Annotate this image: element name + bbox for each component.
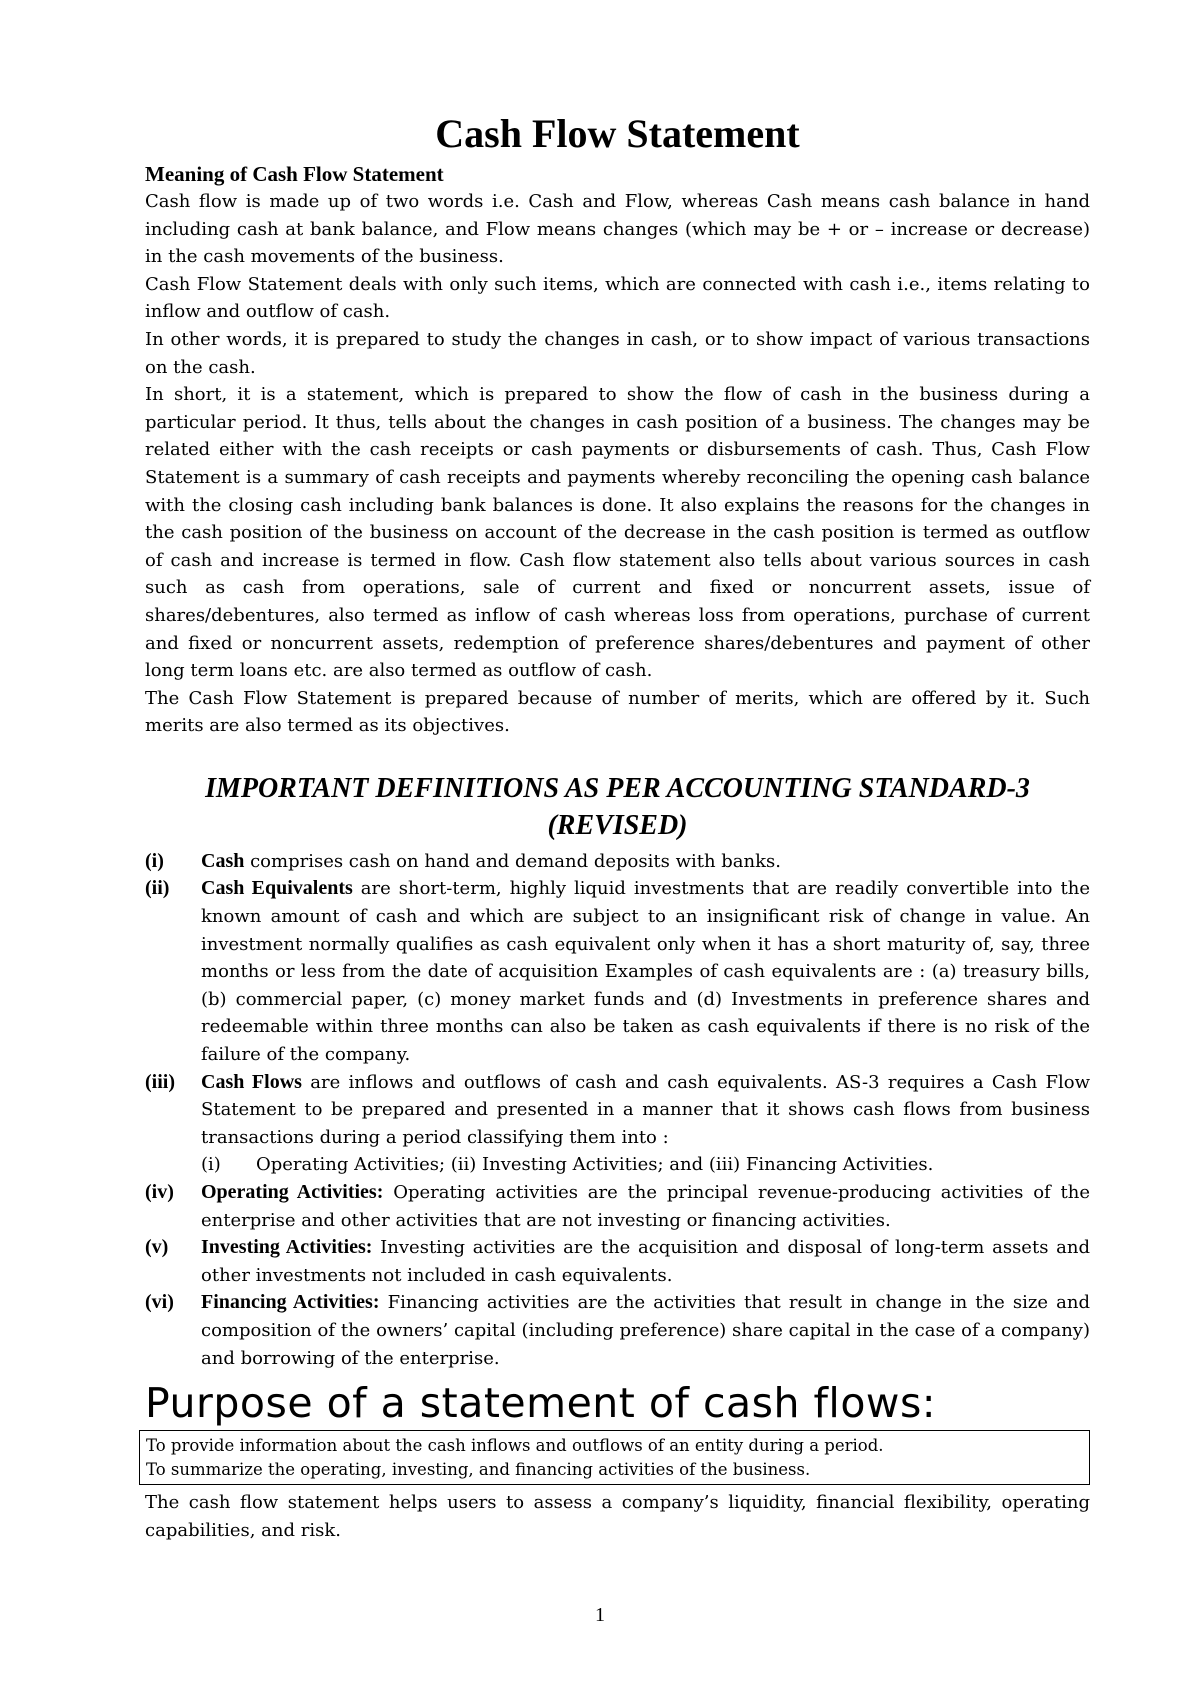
meaning-paragraph: In short, it is a statement, which is prepared to show the flow of cash in the business during a particular period. It thus, tells about the changes in cash position of a business. The changes may be related either with the cash receipts or cash payments or disbursements of cash. Thus, Cash Flow Statement is a summary of cash receipts and payments whereby reconciling the opening cash balance with the closing cash including bank balances is done. It also explains the reasons for the changes in the cash position of the business on account of the decrease in the cash position is termed as outflow of cash and increase is termed in flow. Cash flow statement also tells about various sources in cash such as cash from operations, sale of current and fixed or noncurrent assets, issue of shares/debentures, also termed as inflow of cash whereas loss from operations, purchase of current and fixed or noncurrent assets, redemption of preference shares/debentures and payment of other long term loans etc. are also termed as outflow of cash.	[145, 384, 1090, 682]
subitem-number: (i)	[201, 1154, 221, 1176]
definition-term: Cash	[201, 849, 245, 872]
definition-text: Financing activities are the activities that result in change in the size and composition of the owners’ capital (including preference) share capital in the case of a company) and borrowing of the enterprise.	[201, 1292, 1090, 1369]
definition-text: are short-term, highly liquid investments that are readily convertible into the known amount of cash and which are subject to an insignificant risk of change in value. An investment normally qualifies as cash equivalent only when it has a short maturity of, say, three months or less from the date of acquisition Examples of cash equivalents are : (a) treasury bills,(b) commercial paper, (c) money market funds and (d) Investments in preference shares and redeemable within three months can also be taken as cash equivalents if there is no risk of the failure of the company.	[201, 878, 1090, 1066]
meaning-paragraph: The Cash Flow Statement is prepared because of number of merits, which are offered by it. Such merits are also termed as its objectives.	[145, 687, 1090, 737]
definition-term: Cash Flows	[201, 1070, 302, 1093]
definition-item	[145, 1234, 1090, 1289]
meaning-paragraph: In other words, it is prepared to study the changes in cash, or to show impact of various transactions on the cash.	[145, 328, 1090, 378]
meaning-paragraph: Cash flow is made up of two words i.e. Cash and Flow, whereas Cash means cash balance in hand including cash at bank balance, and Flow means changes (which may be + or – increase or decrease) in the cash movements of the business.	[145, 191, 1090, 268]
definitions-heading: IMPORTANT DEFINITIONS AS PER ACCOUNTING STANDARD-3 (REVISED)	[205, 772, 1030, 841]
definitions-list	[145, 848, 1090, 1372]
definition-item	[145, 875, 1090, 1068]
definition-text: are inflows and outflows of cash and cash equivalents. AS-3 requires a Cash Flow Statement to be prepared and presented in a manner that it shows cash flows from business transactions during a period classifying them into :	[201, 1071, 1090, 1148]
subitem-text: Operating Activities; (ii) Investing Activities; and (iii) Financing Activities.	[256, 1154, 934, 1176]
definition-item	[145, 1069, 1090, 1179]
definition-text: Investing activities are the acquisition and disposal of long-term assets and other investments not included in cash equivalents.	[201, 1237, 1091, 1286]
definition-number: (vi)	[145, 1291, 174, 1314]
definition-item	[145, 1179, 1090, 1234]
page-number: 1	[595, 1604, 605, 1626]
definition-term: Cash Equivalents	[201, 877, 353, 900]
definition-text: comprises cash on hand and demand deposits with banks.	[244, 850, 782, 872]
definition-item	[145, 1289, 1090, 1372]
definition-text: Operating activities are the principal revenue-producing activities of the enterprise and other activities that are not investing or financing activities.	[201, 1182, 1090, 1231]
page-title: Cash Flow Statement	[435, 111, 800, 156]
meaning-heading: Meaning of Cash Flow Statement	[145, 162, 444, 186]
definition-subitem	[201, 1151, 1090, 1179]
definition-term: Investing Activities:	[201, 1236, 373, 1259]
definition-number: (iv)	[145, 1181, 174, 1203]
definition-number: (iii)	[145, 1070, 175, 1093]
purpose-box	[139, 1430, 1090, 1485]
meaning-paragraph: Cash Flow Statement deals with only such items, which are connected with cash i.e., items relating to inflow and outflow of cash.	[145, 273, 1090, 323]
definition-number: (i)	[145, 849, 164, 872]
definition-term: Operating Activities:	[201, 1181, 384, 1203]
purpose-box-line: To provide information about the cash inflows and outflows of an entity during a period.	[146, 1436, 884, 1456]
purpose-closing: The cash flow statement helps users to assess a company’s liquidity, financial flexibility, operating capabilities, and risk.	[145, 1492, 1090, 1541]
definition-item	[145, 848, 1090, 876]
purpose-heading: Purpose of a statement of cash flows:	[145, 1379, 937, 1428]
document-page	[145, 108, 1090, 1544]
purpose-box-line: To summarize the operating, investing, and financing activities of the business.	[146, 1460, 811, 1480]
definition-number: (v)	[145, 1236, 169, 1259]
definition-number: (ii)	[145, 877, 170, 900]
definition-term: Financing Activities:	[201, 1291, 380, 1314]
